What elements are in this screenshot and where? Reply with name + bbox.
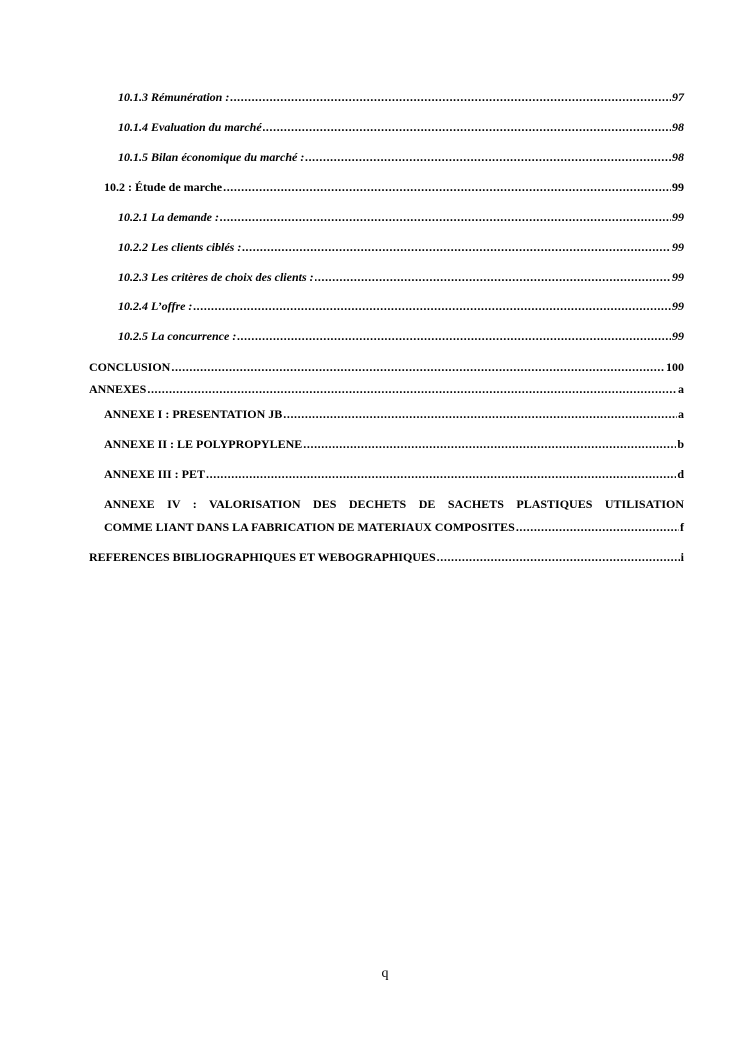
toc-entry-label: ANNEXE II : LE POLYPROPYLENE xyxy=(104,437,303,451)
toc-entry-page: 99 xyxy=(672,299,684,313)
dot-leader xyxy=(230,90,671,105)
toc-entry-label: ANNEXE I : PRESENTATION JB xyxy=(104,407,283,421)
dot-leader xyxy=(305,150,671,165)
toc-entry[interactable] xyxy=(89,360,684,375)
toc-entry-page: d xyxy=(677,467,684,481)
toc-entry-label: 10.1.3 Rémunération : xyxy=(118,90,230,104)
dot-leader xyxy=(303,437,676,452)
dot-leader xyxy=(283,407,677,422)
toc-entry-page: 100 xyxy=(666,360,684,374)
toc-entry[interactable] xyxy=(118,240,684,255)
toc-entry-page: f xyxy=(680,520,684,534)
toc-entry[interactable] xyxy=(118,329,684,344)
toc-entry-page: 99 xyxy=(672,180,684,194)
toc-entry[interactable] xyxy=(104,407,684,422)
toc-entry-label: 10.2.3 Les critères de choix des clients : xyxy=(118,270,314,284)
toc-entry-label: 10.2.2 Les clients ciblés : xyxy=(118,240,242,254)
toc-entry-page: a xyxy=(678,407,684,421)
toc-entry-label: REFERENCES BIBLIOGRAPHIQUES ET WEBOGRAPHIQUES xyxy=(89,550,436,564)
toc-entry-label-line1[interactable]: ANNEXE IV : VALORISATION DES DECHETS DE SACHETS PLASTIQUES UTILISATION xyxy=(104,497,684,511)
dot-leader xyxy=(147,382,677,397)
toc-entry[interactable] xyxy=(118,120,684,135)
toc-entry-page: b xyxy=(677,437,684,451)
toc-entry-page: a xyxy=(678,382,684,396)
toc-entry-page: 98 xyxy=(672,150,684,164)
toc-entry[interactable] xyxy=(89,550,684,565)
dot-leader xyxy=(263,120,671,135)
dot-leader xyxy=(223,180,671,195)
toc-entry[interactable] xyxy=(118,90,684,105)
dot-leader xyxy=(193,299,671,314)
toc-entry-label: 10.2 : Étude de marche xyxy=(104,180,223,194)
toc-entry-label: ANNEXE III : PET xyxy=(104,467,206,481)
toc-entry-label: 10.1.5 Bilan économique du marché : xyxy=(118,150,305,164)
toc-entry-page: 99 xyxy=(672,329,684,343)
dot-leader xyxy=(315,270,671,285)
toc-entry-page: i xyxy=(680,550,684,564)
toc-entry-label: COMME LIANT DANS LA FABRICATION DE MATERIAUX COMPOSITES xyxy=(104,520,515,534)
toc-entry[interactable] xyxy=(118,299,684,314)
dot-leader xyxy=(516,520,679,535)
toc-entry-page: 97 xyxy=(672,90,684,104)
toc-entry[interactable] xyxy=(104,180,684,195)
dot-leader xyxy=(220,210,671,225)
toc-entry[interactable] xyxy=(118,210,684,225)
toc-entry-page: 99 xyxy=(672,210,684,224)
toc-entry[interactable] xyxy=(89,382,684,397)
toc-entry-label: 10.1.4 Evaluation du marché xyxy=(118,120,262,134)
toc-entry-label: 10.2.5 La concurrence : xyxy=(118,329,237,343)
dot-leader xyxy=(237,329,671,344)
toc-entry[interactable] xyxy=(104,437,684,452)
dot-leader xyxy=(437,550,680,565)
toc-entry[interactable] xyxy=(104,467,684,482)
dot-leader xyxy=(206,467,676,482)
page-number: q xyxy=(381,966,389,981)
dot-leader xyxy=(171,360,665,375)
toc-entry-page: 98 xyxy=(672,120,684,134)
toc-entry[interactable] xyxy=(118,270,684,285)
toc-entry-label: ANNEXES xyxy=(89,382,147,396)
toc-entry-label: CONCLUSION xyxy=(89,360,171,374)
toc-entry[interactable] xyxy=(118,150,684,165)
dot-leader xyxy=(242,240,671,255)
toc-entry-page: 99 xyxy=(672,240,684,254)
toc-entry-label: 10.2.1 La demande : xyxy=(118,210,219,224)
toc-entry-label: 10.2.4 L’offre : xyxy=(118,299,193,313)
toc-entry[interactable] xyxy=(104,520,684,535)
toc-entry-page: 99 xyxy=(672,270,684,284)
